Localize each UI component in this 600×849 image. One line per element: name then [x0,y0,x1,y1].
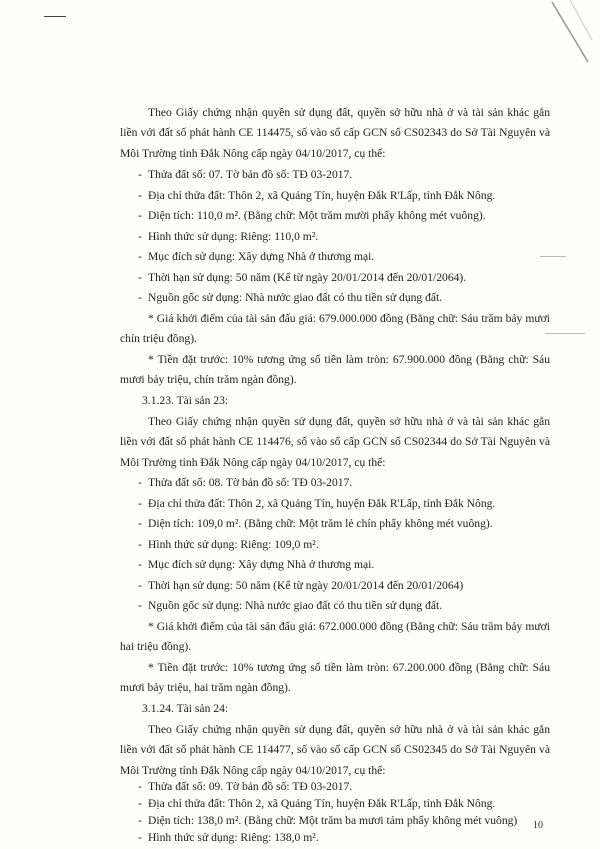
scan-corner-mark [44,16,66,17]
asset23-item: - Địa chỉ thửa đất: Thôn 2, xã Quảng Tín, huyện Đắk R'Lấp, tỉnh Đắk Nông. [148,494,578,514]
asset22-item: - Thời hạn sử dụng: 50 năm (Kể từ ngày 20/01/2014 đến 20/01/2064). [148,268,578,288]
asset23-deposit: * Tiền đặt trước: 10% tương ứng số tiền làm tròn: 67.200.000 đồng (Bằng chữ: Sáu mươi bảy triệu, hai trăm ngàn đồng). [120,661,550,695]
asset23-intro: Theo Giấy chứng nhận quyền sử dụng đất, quyền sở hữu nhà ở và tài sản khác gắn liền với đất số phát hành CE 114476, số vào sổ cấp GCN số CS02344 do Sở Tài Nguyên và Môi Trường tỉnh Đắk Nông cấp ngày 04/10/2017, cụ thể: [120,415,550,469]
asset22-item: - Hình thức sử dụng: Riêng: 110,0 m². [148,227,578,247]
asset23-heading: 3.1.23. Tài sản 23: [142,394,229,407]
asset22-item: - Mục đích sử dụng: Xây dựng Nhà ở thương mại. [148,247,578,267]
asset24-intro: Theo Giấy chứng nhận quyền sử dụng đất, quyền sở hữu nhà ở và tài sản khác gắn liền với đất số phát hành CE 114477, số vào sổ cấp GCN số CS02345 do Sở Tài Nguyên và Môi Trường tỉnh Đắk Nông cấp ngày 04/10/2017, cụ thể: [120,723,550,777]
asset22-item: - Diện tích: 110,0 m². (Bằng chữ: Một trăm mười phẩy không mét vuông). [148,206,578,226]
asset23-item: - Hình thức sử dụng: Riêng: 109,0 m². [148,535,578,555]
asset23-item: - Thời hạn sử dụng: 50 năm (Kể từ ngày 20/01/2014 đến 20/01/2064) [148,576,578,596]
page-number: 10 [533,820,543,831]
asset23-item: - Thửa đất số: 08. Tờ bản đồ số: TĐ 03-2017. [148,473,578,493]
asset22-deposit: * Tiền đặt trước: 10% tương ứng số tiền làm tròn: 67.900.000 đồng (Bằng chữ: Sáu mươi bảy triệu, chín trăm ngàn đồng). [120,353,550,387]
asset22-item: - Thửa đất số: 07. Tờ bản đồ số: TĐ 03-2017. [148,165,578,185]
asset22-item: - Nguồn gốc sử dụng: Nhà nước giao đất có thu tiền sử dụng đất. [148,288,578,308]
asset23-price: * Giá khởi điểm của tài sản đấu giá: 672.000.000 đồng (Bằng chữ: Sáu trăm bảy mươi hai triệu đồng). [120,620,550,654]
asset23-item: - Nguồn gốc sử dụng: Nhà nước giao đất có thu tiền sử dụng đất. [148,596,578,616]
asset24-heading: 3.1.24. Tài sản 24: [142,702,229,715]
asset23-item: - Mục đích sử dụng: Xây dựng Nhà ở thương mại. [148,555,578,575]
scan-corner-fold [530,0,600,80]
asset24-item: - Địa chỉ thửa đất: Thôn 2, xã Quảng Tín, huyện Đắk R'Lấp, tỉnh Đắk Nông. [148,795,578,812]
scan-speck [545,333,585,334]
asset23-item: - Diện tích: 109,0 m². (Bằng chữ: Một trăm lẻ chín phẩy không mét vuông). [148,514,578,534]
asset22-price: * Giá khởi điểm của tài sản đấu giá: 679.000.000 đồng (Bằng chữ: Sáu trăm bảy mươi chín triệu đồng). [120,312,550,346]
asset22-item: - Địa chỉ thửa đất: Thôn 2, xã Quảng Tín, huyện Đắk R'Lấp, tỉnh Đắk Nông. [148,186,578,206]
asset24-item: - Diện tích: 138,0 m². (Bằng chữ: Một trăm ba mươi tám phẩy không mét vuông) [148,812,578,829]
asset24-item: - Thửa đất số: 09. Tờ bản đồ số: TĐ 03-2017. [148,778,578,795]
asset24-item: - Hình thức sử dụng: Riêng: 138,0 m². [148,829,578,846]
asset22-intro: Theo Giấy chứng nhận quyền sử dụng đất, quyền sở hữu nhà ở và tài sản khác gắn liền với đất số phát hành CE 114475, số vào sổ cấp GCN số CS02343 do Sở Tài Nguyên và Môi Trường tỉnh Đắk Nông cấp ngày 04/10/2017, cụ thể: [120,106,550,160]
